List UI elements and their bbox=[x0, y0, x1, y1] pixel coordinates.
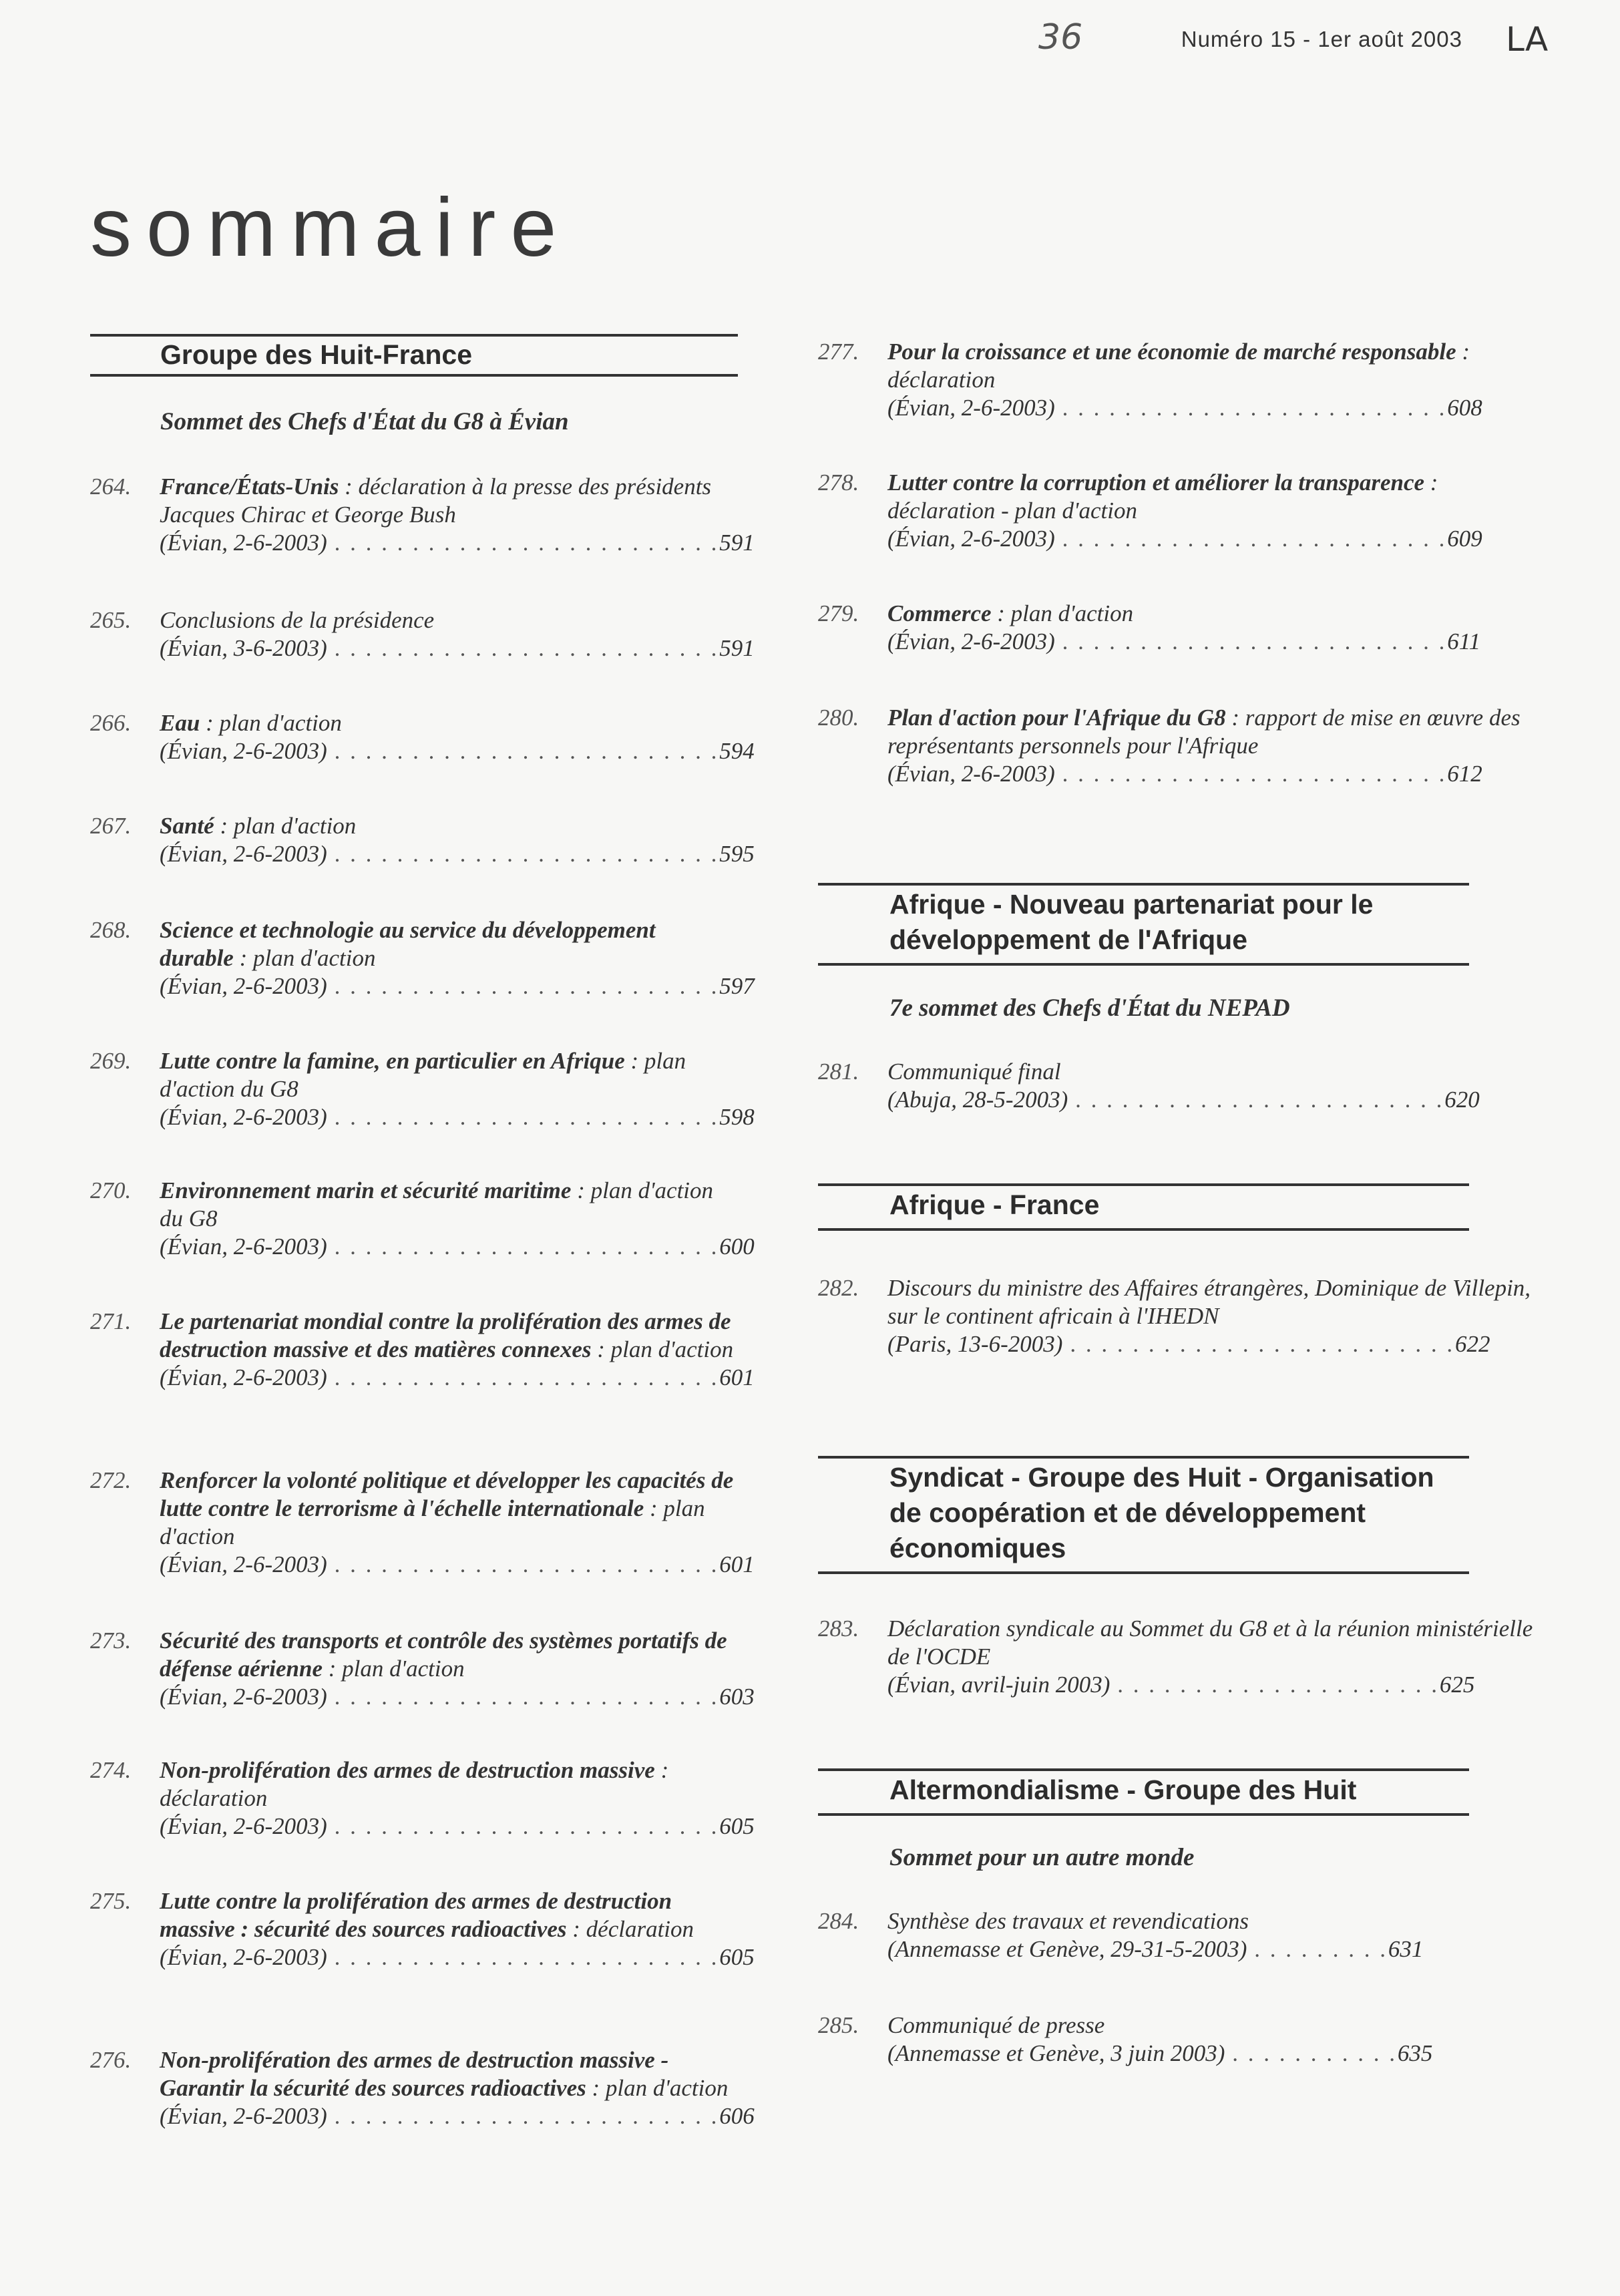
dot-leader: . . . . . . . . . . . . . . . . . . . . . . . . . bbox=[327, 841, 720, 867]
entry-number: 273. bbox=[90, 1628, 132, 1654]
entry-title-bold: Eau bbox=[160, 710, 200, 736]
entry-reference bbox=[160, 2102, 755, 2130]
entry-title bbox=[160, 812, 734, 840]
entry-body bbox=[887, 338, 1542, 422]
entry-title-rest: : plan d'action bbox=[160, 1495, 705, 1549]
entry-title bbox=[160, 1177, 734, 1233]
entry-number: 268. bbox=[90, 917, 132, 943]
entry-title-rest: : plan d'action bbox=[586, 2075, 729, 2101]
entry-place-date: (Évian, avril-juin 2003) bbox=[887, 1672, 1110, 1698]
entry-place-date: (Évian, 2-6-2003) bbox=[160, 1104, 327, 1130]
entry-title bbox=[160, 2046, 734, 2102]
handwritten-initials: LA bbox=[1506, 20, 1549, 59]
entry-title-bold: Non-prolifération des armes de destruction massive bbox=[160, 1757, 655, 1783]
entry-body bbox=[160, 916, 755, 1000]
entry-place-date: (Évian, 2-6-2003) bbox=[160, 2103, 327, 2129]
dot-leader: . . . . . . . . . . . . . . . . . . . . . . . . . bbox=[1054, 526, 1448, 552]
entry-body bbox=[887, 1615, 1542, 1699]
entry-body bbox=[887, 704, 1542, 788]
entry-reference bbox=[160, 1551, 755, 1579]
entry-title bbox=[160, 1627, 734, 1683]
entry-number: 277. bbox=[818, 339, 859, 365]
entry-title-rest: : déclaration bbox=[160, 1757, 669, 1811]
entry-number: 271. bbox=[90, 1308, 132, 1334]
page-number: 622 bbox=[1454, 1331, 1490, 1357]
entry-number: 285. bbox=[818, 2012, 859, 2038]
page-number: 600 bbox=[719, 1233, 755, 1260]
section-rule-bottom bbox=[818, 1571, 1469, 1574]
dot-leader: . . . . . . . . . . . . . . . . . . . . . . . . . bbox=[327, 1813, 720, 1839]
entry-title bbox=[887, 1907, 1542, 1935]
entry-title-rest: Communiqué final bbox=[887, 1059, 1061, 1085]
entry-body bbox=[160, 1627, 755, 1711]
entry-place-date: (Évian, 2-6-2003) bbox=[160, 1551, 327, 1577]
entry-reference bbox=[887, 1330, 1542, 1358]
entry-number: 281. bbox=[818, 1059, 859, 1085]
entry-title-rest: Communiqué de presse bbox=[887, 2012, 1105, 2038]
entry-title-bold: Commerce bbox=[887, 600, 992, 626]
entry-title-rest: Synthèse des travaux et revendications bbox=[887, 1908, 1249, 1934]
entry-reference bbox=[160, 1364, 755, 1392]
page-number: 620 bbox=[1444, 1087, 1480, 1113]
page-number: 601 bbox=[719, 1551, 755, 1577]
entry-body bbox=[887, 469, 1542, 553]
page-number: 594 bbox=[719, 738, 755, 764]
section-title: Syndicat - Groupe des Huit - Organisation de coopération et de développement économiques bbox=[889, 1462, 1434, 1563]
entry-title bbox=[160, 1047, 734, 1103]
entry-title-bold: Environnement marin et sécurité maritime bbox=[160, 1177, 572, 1203]
page-number: 597 bbox=[719, 973, 755, 999]
dot-leader: . . . . . . . . . . . . . . . . . . . . . . . . . bbox=[327, 1944, 720, 1970]
entry-title bbox=[887, 600, 1542, 628]
section-rule-bottom bbox=[818, 1813, 1469, 1816]
entry-number: 284. bbox=[818, 1908, 859, 1934]
entry-place-date: (Évian, 3-6-2003) bbox=[160, 635, 327, 661]
entry-title-rest: : plan d'action bbox=[991, 600, 1134, 626]
entry-reference bbox=[887, 394, 1542, 422]
entry-title-bold: Plan d'action pour l'Afrique du G8 bbox=[887, 705, 1226, 731]
entry-body bbox=[160, 709, 755, 765]
entry-place-date: (Abuja, 28-5-2003) bbox=[887, 1087, 1068, 1113]
entry-title-rest: : déclaration à la presse des présidents Jacques Chirac et George Bush bbox=[160, 473, 712, 528]
entry-number: 275. bbox=[90, 1888, 132, 1914]
entry-place-date: (Évian, 2-6-2003) bbox=[160, 1813, 327, 1839]
entry-title bbox=[160, 606, 734, 634]
section-rule-bottom bbox=[818, 1228, 1469, 1231]
entry-place-date: (Paris, 13-6-2003) bbox=[887, 1331, 1063, 1357]
entry-body bbox=[160, 1308, 755, 1392]
entry-body bbox=[160, 1177, 755, 1261]
dot-leader: . . . . . . . . . . . . . . . . . . . . . . . . . bbox=[1054, 761, 1448, 787]
page-number: 605 bbox=[719, 1813, 755, 1839]
entry-title bbox=[160, 1756, 734, 1812]
entry-place-date: (Évian, 2-6-2003) bbox=[887, 526, 1055, 552]
entry-number: 283. bbox=[818, 1615, 859, 1642]
entry-title-rest: Conclusions de la présidence bbox=[160, 607, 435, 633]
entry-title-bold: Lutte contre la famine, en particulier en Afrique bbox=[160, 1048, 625, 1074]
section-rule-top bbox=[818, 1183, 1469, 1186]
entry-title-bold: France/États-Unis bbox=[160, 473, 339, 500]
entry-title bbox=[887, 2012, 1542, 2040]
entry-title-rest: : plan d'action bbox=[322, 1656, 465, 1682]
entry-title-bold: Non-prolifération des armes de destruction massive - Garantir la sécurité des sources radioactives bbox=[160, 2047, 669, 2101]
entry-title-bold: Renforcer la volonté politique et développer les capacités de lutte contre le terrorisme à l'échelle internationale bbox=[160, 1467, 734, 1521]
page-number: 605 bbox=[719, 1944, 755, 1970]
entry-reference bbox=[160, 1683, 755, 1711]
page-number: 595 bbox=[719, 841, 755, 867]
entry-place-date: (Évian, 2-6-2003) bbox=[160, 1233, 327, 1260]
dot-leader: . . . . . . . . . bbox=[1247, 1936, 1388, 1962]
page-title: sommaire bbox=[90, 182, 572, 274]
section-title: Groupe des Huit-France bbox=[160, 339, 473, 370]
entry-title bbox=[887, 1615, 1542, 1671]
handwritten-page-number: 36 bbox=[1038, 17, 1083, 57]
entry-title-rest: : plan d'action bbox=[214, 813, 357, 839]
section-title: Altermondialisme - Groupe des Huit bbox=[889, 1774, 1357, 1805]
entry-body bbox=[160, 1047, 755, 1131]
entry-reference bbox=[160, 1943, 755, 1971]
page-number: 591 bbox=[719, 530, 755, 556]
page-number: 635 bbox=[1397, 2040, 1433, 2066]
page-number: 591 bbox=[719, 635, 755, 661]
section-subtitle: 7e sommet des Chefs d'État du NEPAD bbox=[889, 994, 1290, 1022]
entry-number: 272. bbox=[90, 1467, 132, 1493]
entry-title-bold: Sécurité des transports et contrôle des systèmes portatifs de défense aérienne bbox=[160, 1628, 727, 1682]
dot-leader: . . . . . . . . . . . . . . . . . . . . . . . . . bbox=[327, 1233, 720, 1260]
section-rule-bottom bbox=[90, 374, 738, 377]
entry-number: 267. bbox=[90, 813, 132, 839]
dot-leader: . . . . . . . . . . . . . . . . . . . . . . . . . bbox=[327, 1364, 720, 1390]
entry-number: 280. bbox=[818, 705, 859, 731]
issue-number: Numéro 15 - 1er août 2003 bbox=[1181, 27, 1462, 51]
entry-title-rest: Discours du ministre des Affaires étrangères, Dominique de Villepin, sur le continent africain à l'IHEDN bbox=[887, 1275, 1531, 1329]
section-rule-top bbox=[818, 1456, 1469, 1459]
entry-place-date: (Évian, 2-6-2003) bbox=[160, 530, 327, 556]
entry-number: 269. bbox=[90, 1048, 132, 1074]
entry-place-date: (Évian, 2-6-2003) bbox=[887, 628, 1055, 654]
section-title: Afrique - France bbox=[889, 1189, 1100, 1220]
entry-title-bold: Lutte contre la prolifération des armes de destruction massive : sécurité des sources radioactives bbox=[160, 1888, 672, 1942]
entry-reference bbox=[160, 529, 755, 557]
dot-leader: . . . . . . . . . . . . . . . . . . . . . . . . . bbox=[327, 1104, 720, 1130]
section-rule-bottom bbox=[818, 963, 1469, 966]
entry-body bbox=[160, 1467, 755, 1579]
entry-number: 278. bbox=[818, 469, 859, 496]
entry-body bbox=[887, 2012, 1542, 2068]
entry-reference bbox=[887, 1086, 1542, 1114]
entry-title-rest: : déclaration - plan d'action bbox=[887, 469, 1438, 524]
entry-title bbox=[160, 473, 734, 529]
entry-body bbox=[887, 1907, 1542, 1963]
section-subtitle: Sommet des Chefs d'État du G8 à Évian bbox=[160, 408, 569, 435]
entry-number: 266. bbox=[90, 710, 132, 736]
entry-title-rest: : plan d'action du G8 bbox=[160, 1048, 686, 1102]
entry-title bbox=[887, 1274, 1542, 1330]
entry-title bbox=[160, 916, 734, 972]
entry-body bbox=[160, 606, 755, 662]
entry-place-date: (Annemasse et Genève, 29-31-5-2003) bbox=[887, 1936, 1247, 1962]
entry-number: 282. bbox=[818, 1275, 859, 1301]
entry-title-rest: Déclaration syndicale au Sommet du G8 et à la réunion ministérielle de l'OCDE bbox=[887, 1615, 1533, 1670]
entry-body bbox=[160, 1756, 755, 1841]
page-number: 608 bbox=[1447, 395, 1482, 421]
entry-number: 276. bbox=[90, 2047, 132, 2073]
entry-place-date: (Annemasse et Genève, 3 juin 2003) bbox=[887, 2040, 1225, 2066]
dot-leader: . . . . . . . . . . . . . . . . . . . . . . . . . bbox=[1062, 1331, 1455, 1357]
entry-number: 265. bbox=[90, 607, 132, 633]
entry-title bbox=[160, 1308, 734, 1364]
entry-place-date: (Évian, 2-6-2003) bbox=[160, 738, 327, 764]
entry-title-rest: : déclaration bbox=[887, 339, 1470, 393]
entry-place-date: (Évian, 2-6-2003) bbox=[887, 761, 1055, 787]
entry-body bbox=[887, 1058, 1542, 1114]
dot-leader: . . . . . . . . . . . . . . . . . . . . . bbox=[1110, 1672, 1440, 1698]
entry-reference bbox=[160, 840, 755, 868]
section-title: Afrique - Nouveau partenariat pour le développement de l'Afrique bbox=[889, 889, 1374, 955]
entry-title bbox=[160, 709, 734, 737]
entry-title-rest: : déclaration bbox=[566, 1916, 694, 1942]
entry-title-bold: Pour la croissance et une économie de marché responsable bbox=[887, 339, 1456, 365]
entry-reference bbox=[887, 760, 1542, 788]
dot-leader: . . . . . . . . . . . . . . . . . . . . . . . . . bbox=[327, 635, 720, 661]
entry-body bbox=[160, 473, 755, 557]
page-number: 603 bbox=[719, 1684, 755, 1710]
section-rule-top bbox=[818, 883, 1469, 886]
section-rule-top bbox=[90, 334, 738, 337]
dot-leader: . . . . . . . . . . . . . . . . . . . . . . . . . bbox=[1054, 395, 1448, 421]
entry-body bbox=[887, 1274, 1542, 1358]
entry-title-rest: : plan d'action bbox=[200, 710, 342, 736]
entry-body bbox=[160, 1887, 755, 1971]
page-number: 598 bbox=[719, 1104, 755, 1130]
entry-place-date: (Évian, 2-6-2003) bbox=[887, 395, 1055, 421]
entry-reference bbox=[887, 628, 1542, 656]
dot-leader: . . . . . . . . . . . . . . . . . . . . . . . . . bbox=[327, 1551, 720, 1577]
entry-title bbox=[887, 1058, 1542, 1086]
entry-reference bbox=[887, 1671, 1542, 1699]
entry-title bbox=[160, 1887, 734, 1943]
dot-leader: . . . . . . . . . . . . . . . . . . . . . . . . . bbox=[327, 2103, 720, 2129]
entry-reference bbox=[887, 2040, 1542, 2068]
entry-number: 274. bbox=[90, 1757, 132, 1783]
entry-reference bbox=[160, 1812, 755, 1841]
entry-title bbox=[160, 1467, 734, 1551]
entry-place-date: (Évian, 2-6-2003) bbox=[160, 841, 327, 867]
entry-place-date: (Évian, 2-6-2003) bbox=[160, 1944, 327, 1970]
page-number: 611 bbox=[1447, 628, 1481, 654]
entry-reference bbox=[160, 1233, 755, 1261]
entry-title bbox=[887, 338, 1542, 394]
entry-reference bbox=[887, 1935, 1542, 1963]
dot-leader: . . . . . . . . . . . . . . . . . . . . . . . . bbox=[1068, 1087, 1445, 1113]
entry-place-date: (Évian, 2-6-2003) bbox=[160, 1684, 327, 1710]
entry-reference bbox=[160, 972, 755, 1000]
entry-reference bbox=[160, 1103, 755, 1131]
dot-leader: . . . . . . . . . . . . . . . . . . . . . . . . . bbox=[327, 530, 720, 556]
entry-title-bold: Le partenariat mondial contre la prolifération des armes de destruction massive et des matières connexes bbox=[160, 1308, 731, 1362]
entry-reference bbox=[887, 525, 1542, 553]
entry-title-rest: : rapport de mise en œuvre des représentants personnels pour l'Afrique bbox=[887, 705, 1521, 759]
page-number: 601 bbox=[719, 1364, 755, 1390]
page-number: 631 bbox=[1388, 1936, 1424, 1962]
entry-number: 270. bbox=[90, 1177, 132, 1203]
entry-place-date: (Évian, 2-6-2003) bbox=[160, 1364, 327, 1390]
page-number: 612 bbox=[1447, 761, 1482, 787]
dot-leader: . . . . . . . . . . . . . . . . . . . . . . . . . bbox=[327, 738, 720, 764]
section-subtitle: Sommet pour un autre monde bbox=[889, 1844, 1195, 1871]
entry-body bbox=[160, 812, 755, 868]
entry-body bbox=[887, 600, 1542, 656]
section-rule-top bbox=[818, 1768, 1469, 1771]
entry-reference bbox=[160, 737, 755, 765]
dot-leader: . . . . . . . . . . . . . . . . . . . . . . . . . bbox=[327, 973, 720, 999]
entry-number: 264. bbox=[90, 473, 132, 500]
entry-place-date: (Évian, 2-6-2003) bbox=[160, 973, 327, 999]
entry-title-rest: : plan d'action bbox=[233, 945, 376, 971]
dot-leader: . . . . . . . . . . . . . . . . . . . . . . . . . bbox=[327, 1684, 720, 1710]
entry-title bbox=[887, 704, 1542, 760]
entry-title-bold: Science et technologie au service du développement durable bbox=[160, 917, 656, 971]
entry-body bbox=[160, 2046, 755, 2130]
entry-title-bold: Santé bbox=[160, 813, 214, 839]
dot-leader: . . . . . . . . . . . bbox=[1225, 2040, 1398, 2066]
page-number: 606 bbox=[719, 2103, 755, 2129]
page-number: 625 bbox=[1439, 1672, 1475, 1698]
page-number: 609 bbox=[1447, 526, 1482, 552]
dot-leader: . . . . . . . . . . . . . . . . . . . . . . . . . bbox=[1054, 628, 1448, 654]
entry-title-bold: Lutter contre la corruption et améliorer la transparence bbox=[887, 469, 1425, 496]
entry-title-rest: : plan d'action bbox=[591, 1336, 734, 1362]
entry-number: 279. bbox=[818, 600, 859, 626]
entry-title bbox=[887, 469, 1542, 525]
entry-reference bbox=[160, 634, 755, 662]
entry-title-rest: : plan d'action du G8 bbox=[160, 1177, 714, 1231]
